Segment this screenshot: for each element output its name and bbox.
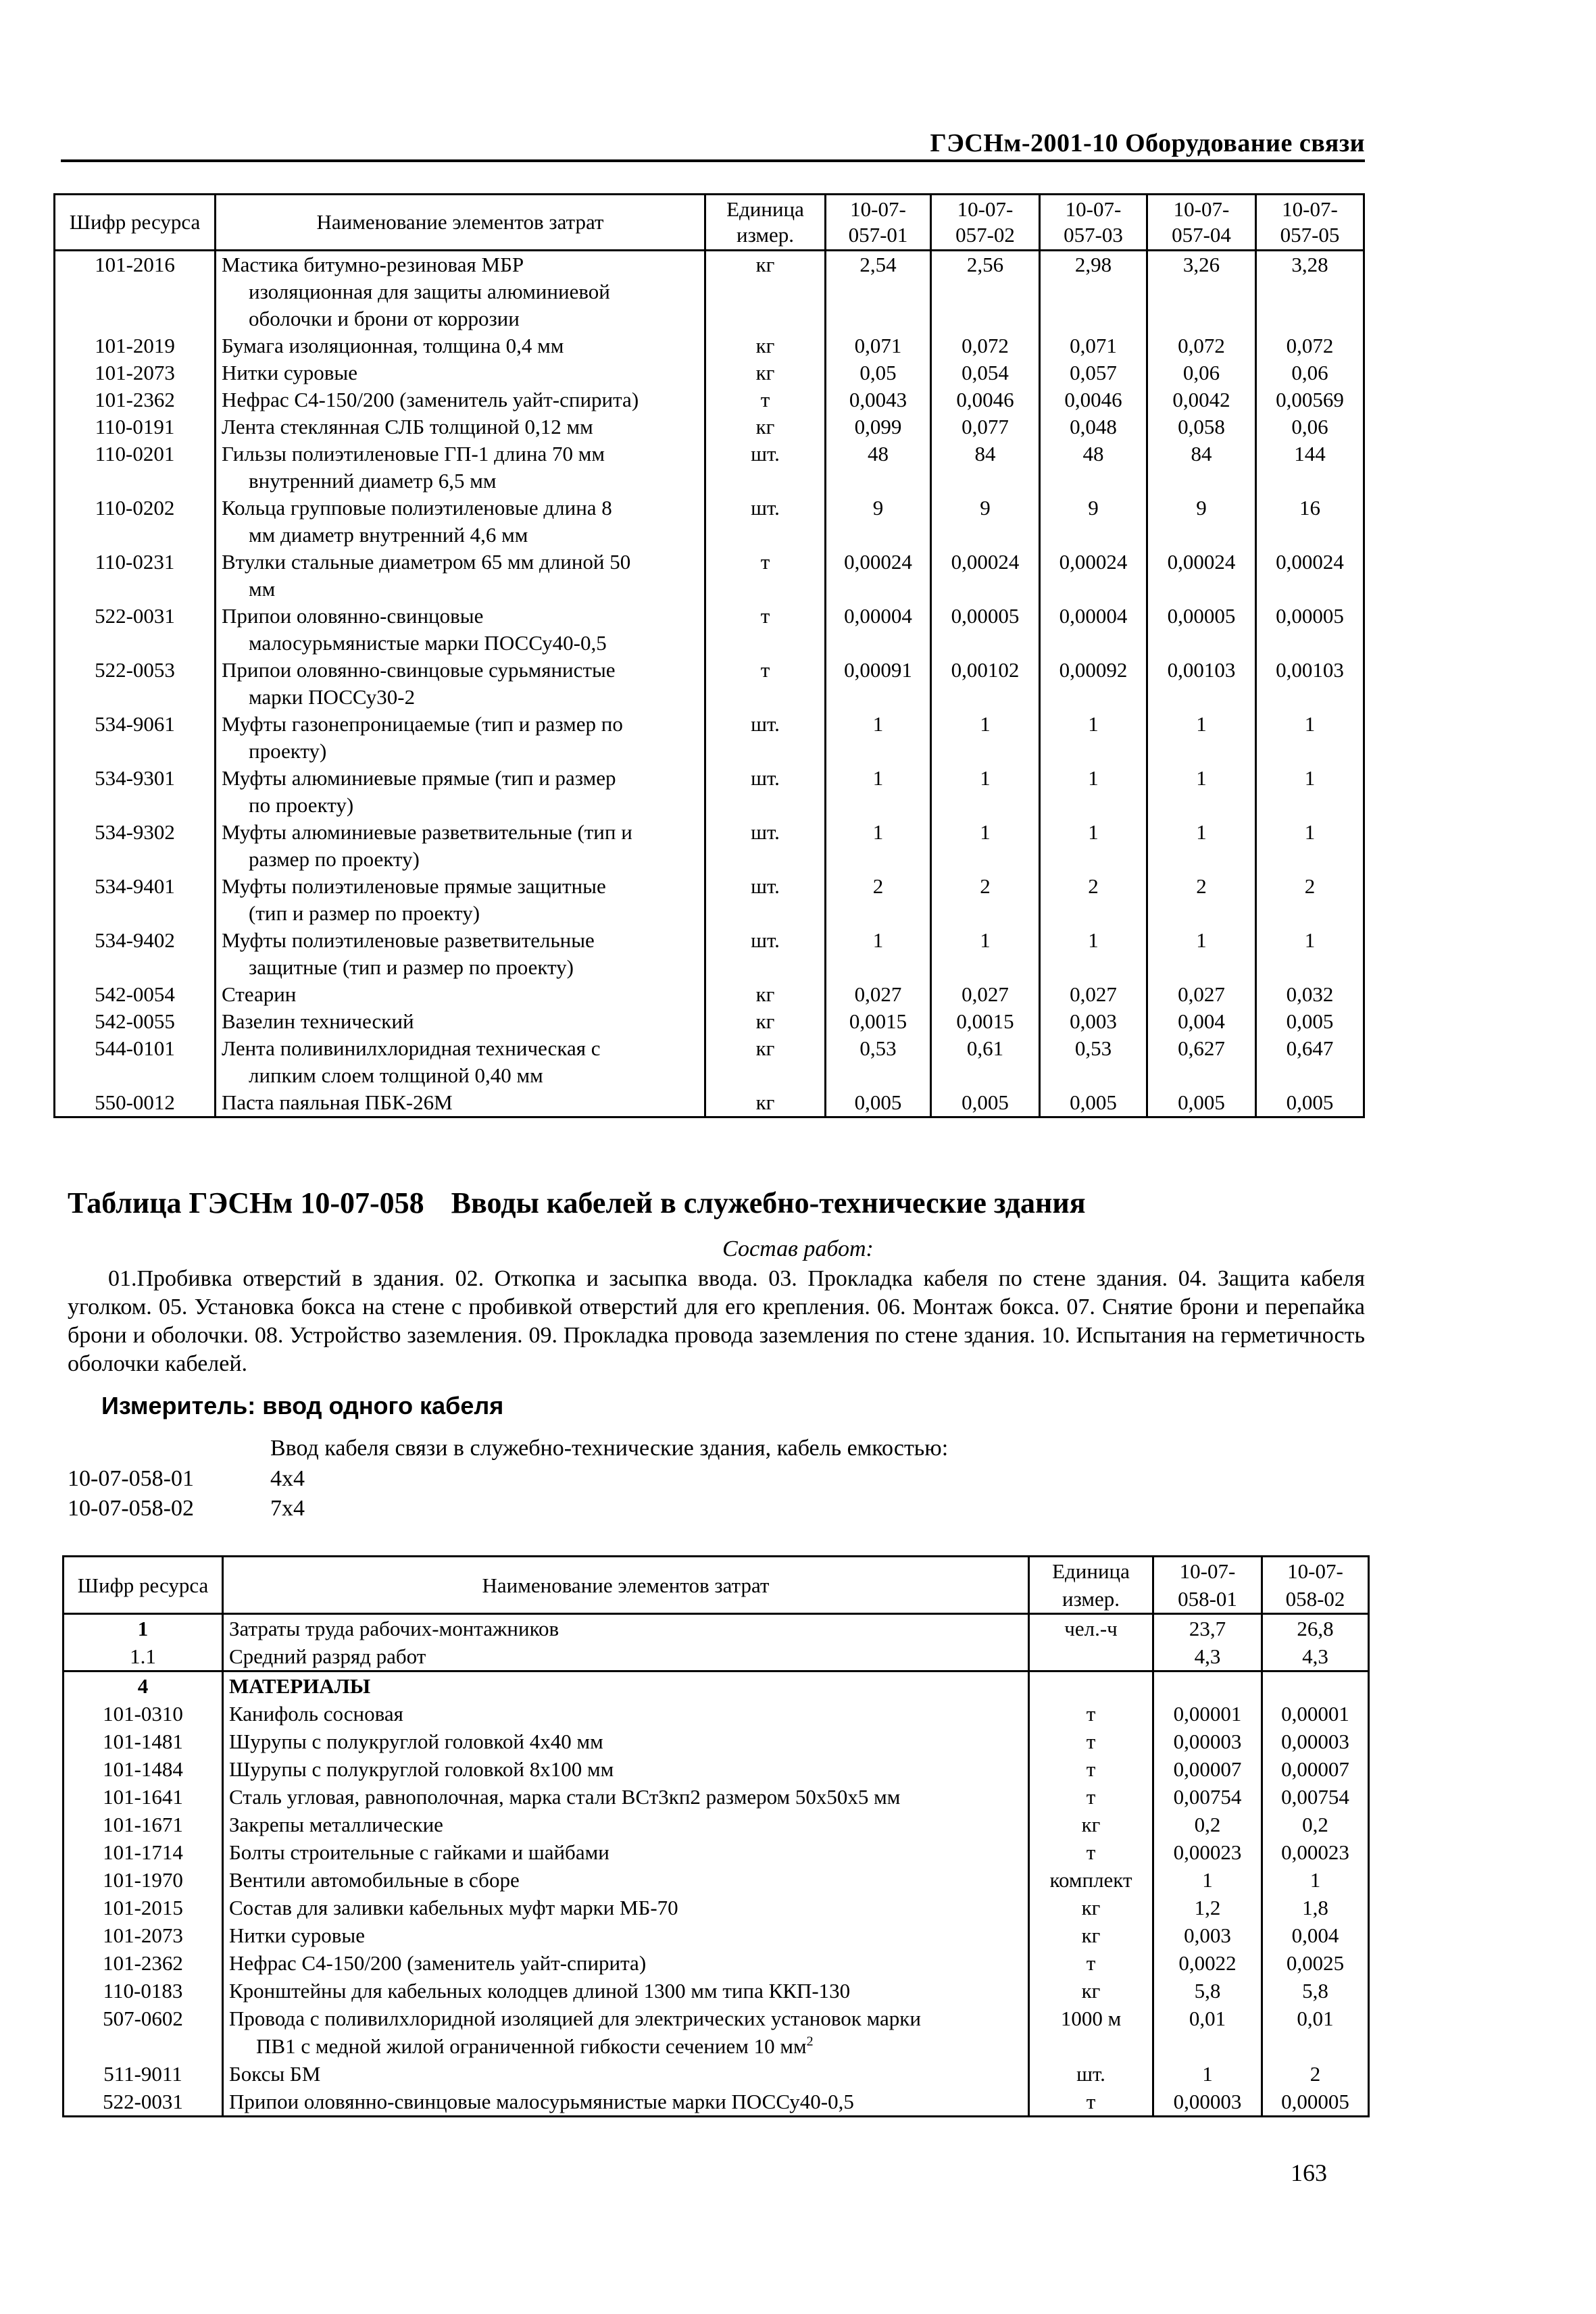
resource-unit: т bbox=[1029, 1949, 1153, 1977]
resource-unit: кг bbox=[705, 359, 826, 386]
resource-value: 1 bbox=[826, 711, 931, 765]
resource-value: 9 bbox=[1147, 495, 1256, 549]
table-row bbox=[64, 1783, 1369, 1811]
table-row bbox=[55, 765, 1364, 819]
resource-name: Канифоль сосновая bbox=[223, 1700, 1029, 1728]
resource-value: 1 bbox=[931, 711, 1040, 765]
resource-value: 0,077 bbox=[931, 413, 1040, 441]
resource-value: 0,005 bbox=[1147, 1089, 1256, 1117]
resource-name: Вазелин технический bbox=[216, 1008, 705, 1035]
table-row bbox=[55, 441, 1364, 495]
resource-value: 0,099 bbox=[826, 413, 931, 441]
resource-unit: шт. bbox=[705, 495, 826, 549]
resource-code: 101-2362 bbox=[55, 386, 216, 413]
header-rule bbox=[61, 159, 1365, 162]
resource-code: 101-2019 bbox=[55, 332, 216, 359]
resource-unit: шт. bbox=[705, 765, 826, 819]
resource-code: 101-2073 bbox=[55, 359, 216, 386]
resource-unit: т bbox=[705, 603, 826, 657]
resource-name: Сталь угловая, равнополочная, марка стали ВСт3кп2 размером 50х50х5 мм bbox=[223, 1783, 1029, 1811]
resource-value: 2 bbox=[826, 873, 931, 927]
resource-unit: кг bbox=[1029, 1977, 1153, 2005]
resource-unit: т bbox=[1029, 1728, 1153, 1755]
resource-value: 0,00024 bbox=[1147, 549, 1256, 603]
resource-unit: кг bbox=[1029, 1811, 1153, 1838]
header-code: Шифр ресурса bbox=[64, 1557, 223, 1614]
resource-value: 0,00102 bbox=[931, 657, 1040, 711]
resource-value: 2,98 bbox=[1040, 251, 1147, 333]
resource-value: 0,072 bbox=[931, 332, 1040, 359]
header-col-4: 10-07- 057-04 bbox=[1147, 195, 1256, 251]
resource-name: Кольца групповые полиэтиленовые длина 8 мм диаметр внутренний 4,6 мм bbox=[216, 495, 705, 549]
resource-value: 0,005 bbox=[1040, 1089, 1147, 1117]
resource-name: Лента поливинилхлоридная техническая с липким слоем толщиной 0,40 мм bbox=[216, 1035, 705, 1089]
resource-value: 0,005 bbox=[1256, 1089, 1364, 1117]
resource-value: 1 bbox=[931, 927, 1040, 981]
resource-value: 0,06 bbox=[1147, 359, 1256, 386]
resource-value: 0,00024 bbox=[1040, 549, 1147, 603]
resource-value: 0,0043 bbox=[826, 386, 931, 413]
resource-name: Муфты алюминиевые прямые (тип и размер по проекту) bbox=[216, 765, 705, 819]
table-row bbox=[64, 1949, 1369, 1977]
resource-code: 101-2073 bbox=[64, 1921, 223, 1949]
resource-name: Муфты полиэтиленовые прямые защитные (тип и размер по проекту) bbox=[216, 873, 705, 927]
resource-unit: кг bbox=[705, 1089, 826, 1117]
table-row bbox=[55, 981, 1364, 1008]
resource-value: 0,00004 bbox=[1040, 603, 1147, 657]
resource-name: Нефрас С4-150/200 (заменитель уайт-спирита) bbox=[223, 1949, 1029, 1977]
resource-value: 0,06 bbox=[1256, 413, 1364, 441]
resource-name: Шурупы с полукруглой головкой 4х40 мм bbox=[223, 1728, 1029, 1755]
resource-value: 0,00001 bbox=[1153, 1700, 1262, 1728]
resource-value: 0,027 bbox=[1040, 981, 1147, 1008]
resource-value: 0,01 bbox=[1262, 2005, 1369, 2060]
header-name: Наименование элементов затрат bbox=[223, 1557, 1029, 1614]
table-header-row bbox=[64, 1557, 1369, 1614]
section-title-text: Вводы кабелей в служебно-технические здания bbox=[451, 1186, 1086, 1219]
resource-value: 1 bbox=[931, 765, 1040, 819]
resource-value: 144 bbox=[1256, 441, 1364, 495]
resource-name: Провода с поливилхлоридной изоляцией для электрических установок марки ПВ1 с медной жилой ограниченной гибкости сечением 10 $мм^2$ bbox=[223, 2005, 1029, 2060]
resource-value: 1 bbox=[1262, 1866, 1369, 1894]
table-row bbox=[55, 819, 1364, 873]
resource-name: Припои оловянно-свинцовые сурьмянистые марки ПОССу30-2 bbox=[216, 657, 705, 711]
resource-value: 0,2 bbox=[1153, 1811, 1262, 1838]
resource-value: 0,00024 bbox=[826, 549, 931, 603]
resource-unit: шт. bbox=[705, 441, 826, 495]
resources-table-058 bbox=[62, 1555, 1370, 2117]
resource-value: 0,05 bbox=[826, 359, 931, 386]
resource-value: 1,2 bbox=[1153, 1894, 1262, 1921]
table-row bbox=[55, 657, 1364, 711]
resource-unit: т bbox=[705, 549, 826, 603]
resource-code: 110-0231 bbox=[55, 549, 216, 603]
resource-unit: комплект bbox=[1029, 1866, 1153, 1894]
section-title bbox=[68, 1186, 1086, 1220]
resource-value: 1 bbox=[1256, 927, 1364, 981]
table-row bbox=[64, 1755, 1369, 1783]
resource-value: 84 bbox=[1147, 441, 1256, 495]
variant-row: 10-07-058-01 4х4 bbox=[68, 1466, 305, 1491]
resource-code: 101-2016 bbox=[55, 251, 216, 333]
resource-code: 522-0031 bbox=[64, 2088, 223, 2117]
header-unit: Единица измер. bbox=[705, 195, 826, 251]
running-head: ГЭСНм-2001-10 Оборудование связи bbox=[930, 129, 1365, 157]
resource-value: 48 bbox=[1040, 441, 1147, 495]
resource-value: 0,00003 bbox=[1153, 2088, 1262, 2117]
table-row bbox=[55, 1089, 1364, 1117]
resource-value: 1 bbox=[1040, 711, 1147, 765]
resource-value: 2,54 bbox=[826, 251, 931, 333]
resource-value: 0,00754 bbox=[1262, 1783, 1369, 1811]
resource-name: Нитки суровые bbox=[223, 1921, 1029, 1949]
resource-value: 0,53 bbox=[1040, 1035, 1147, 1089]
resource-code: 534-9402 bbox=[55, 927, 216, 981]
resource-unit: т bbox=[705, 386, 826, 413]
resource-value: 0,06 bbox=[1256, 359, 1364, 386]
resource-code: 101-1671 bbox=[64, 1811, 223, 1838]
resource-name: Припои оловянно-свинцовые малосурьмянистые марки ПОССу40-0,5 bbox=[216, 603, 705, 657]
resource-value: 1 bbox=[1256, 819, 1364, 873]
resource-value: 0,072 bbox=[1147, 332, 1256, 359]
resource-value: 0,005 bbox=[826, 1089, 931, 1117]
resource-name: Паста паяльная ПБК-26М bbox=[216, 1089, 705, 1117]
resource-value: 0,00103 bbox=[1256, 657, 1364, 711]
table-row bbox=[55, 1035, 1364, 1089]
header-col-1: 10-07- 057-01 bbox=[826, 195, 931, 251]
resource-unit: кг bbox=[1029, 1921, 1153, 1949]
resource-unit: шт. bbox=[705, 819, 826, 873]
resource-code: 534-9061 bbox=[55, 711, 216, 765]
header-col-3: 10-07- 057-03 bbox=[1040, 195, 1147, 251]
resource-value: 0,004 bbox=[1262, 1921, 1369, 1949]
table-row bbox=[64, 2060, 1369, 2088]
resource-value: 1 bbox=[1153, 2060, 1262, 2088]
resource-unit: шт. bbox=[1029, 2060, 1153, 2088]
table-row bbox=[55, 873, 1364, 927]
table-row bbox=[55, 603, 1364, 657]
resource-code: 542-0055 bbox=[55, 1008, 216, 1035]
resource-name: Мастика битумно-резиновая МБР изоляционная для защиты алюминиевой оболочки и брони от коррозии bbox=[216, 251, 705, 333]
resource-unit: кг bbox=[705, 332, 826, 359]
resource-value: 1 bbox=[1153, 1866, 1262, 1894]
resource-value: 0,00005 bbox=[1256, 603, 1364, 657]
resource-value: 0,0022 bbox=[1153, 1949, 1262, 1977]
resource-name: Кронштейны для кабельных колодцев длиной 1300 мм типа ККП-130 bbox=[223, 1977, 1029, 2005]
resource-name: Состав для заливки кабельных муфт марки МБ-70 bbox=[223, 1894, 1029, 1921]
resource-value: 0,032 bbox=[1256, 981, 1364, 1008]
resource-name: Нефрас С4-150/200 (заменитель уайт-спирита) bbox=[216, 386, 705, 413]
resource-value: 0,004 bbox=[1147, 1008, 1256, 1035]
resource-value: 0,0015 bbox=[826, 1008, 931, 1035]
resource-value: 1 bbox=[1256, 711, 1364, 765]
resource-value: 3,28 bbox=[1256, 251, 1364, 333]
resource-code: 110-0191 bbox=[55, 413, 216, 441]
resource-value: 0,054 bbox=[931, 359, 1040, 386]
resource-unit: шт. bbox=[705, 927, 826, 981]
meter-label: Измеритель: ввод одного кабеля bbox=[101, 1392, 504, 1419]
table-header-row bbox=[55, 195, 1364, 251]
resource-unit: кг bbox=[1029, 1894, 1153, 1921]
resource-name: Муфты полиэтиленовые разветвительные защитные (тип и размер по проекту) bbox=[216, 927, 705, 981]
resource-code: 507-0602 bbox=[64, 2005, 223, 2060]
resource-value: 0,647 bbox=[1256, 1035, 1364, 1089]
resource-name: Закрепы металлические bbox=[223, 1811, 1029, 1838]
resource-value: 2 bbox=[931, 873, 1040, 927]
resource-value: 0,00024 bbox=[1256, 549, 1364, 603]
resource-value: 0,00007 bbox=[1262, 1755, 1369, 1783]
resource-value: 5,8 bbox=[1262, 1977, 1369, 2005]
table-row bbox=[64, 1838, 1369, 1866]
resource-code: 534-9302 bbox=[55, 819, 216, 873]
resource-unit: т bbox=[705, 657, 826, 711]
resource-value: 0,027 bbox=[1147, 981, 1256, 1008]
resource-value: 0,0025 bbox=[1262, 1949, 1369, 1977]
table-row bbox=[55, 251, 1364, 333]
table-body bbox=[55, 251, 1364, 1117]
resource-value: 0,00001 bbox=[1262, 1700, 1369, 1728]
resource-value: 0,071 bbox=[1040, 332, 1147, 359]
header-code: Шифр ресурса bbox=[55, 195, 216, 251]
resource-value: 1 bbox=[826, 765, 931, 819]
resource-value: 0,00005 bbox=[931, 603, 1040, 657]
resource-unit: кг bbox=[705, 1008, 826, 1035]
page-number: 163 bbox=[1291, 2159, 1327, 2186]
resource-unit: 1000 м bbox=[1029, 2005, 1153, 2060]
table-row bbox=[55, 359, 1364, 386]
resource-value: 1 bbox=[931, 819, 1040, 873]
table-row bbox=[55, 413, 1364, 441]
resource-value: 0,027 bbox=[826, 981, 931, 1008]
resource-unit: т bbox=[1029, 1755, 1153, 1783]
resource-value: 0,071 bbox=[826, 332, 931, 359]
header-col-5: 10-07- 057-05 bbox=[1256, 195, 1364, 251]
resource-unit: т bbox=[1029, 1700, 1153, 1728]
resource-unit: т bbox=[1029, 1838, 1153, 1866]
resource-code: 550-0012 bbox=[55, 1089, 216, 1117]
resource-code: 522-0053 bbox=[55, 657, 216, 711]
table-row bbox=[55, 927, 1364, 981]
resource-value: 1 bbox=[1040, 819, 1147, 873]
resource-value: 0,00004 bbox=[826, 603, 931, 657]
resources-table-057 bbox=[53, 193, 1365, 1118]
resource-code: 101-2362 bbox=[64, 1949, 223, 1977]
resource-value: 0,00003 bbox=[1153, 1728, 1262, 1755]
resource-name: Втулки стальные диаметром 65 мм длиной 50 мм bbox=[216, 549, 705, 603]
resource-name: Лента стеклянная СЛБ толщиной 0,12 мм bbox=[216, 413, 705, 441]
resource-name: Бумага изоляционная, толщина 0,4 мм bbox=[216, 332, 705, 359]
resource-unit: кг bbox=[705, 1035, 826, 1089]
resource-value: 0,0046 bbox=[1040, 386, 1147, 413]
resource-code: 101-2015 bbox=[64, 1894, 223, 1921]
table-row bbox=[55, 495, 1364, 549]
resource-code: 101-1714 bbox=[64, 1838, 223, 1866]
resource-code: 534-9301 bbox=[55, 765, 216, 819]
resource-value: 0,00005 bbox=[1147, 603, 1256, 657]
resource-value: 2 bbox=[1147, 873, 1256, 927]
table-row bbox=[64, 1977, 1369, 2005]
section-title-code: Таблица ГЭСНм 10-07-058 bbox=[68, 1186, 424, 1219]
resource-value: 0,00023 bbox=[1153, 1838, 1262, 1866]
resource-code: 101-0310 bbox=[64, 1700, 223, 1728]
header-col-2: 10-07- 057-02 bbox=[931, 195, 1040, 251]
resource-value: 1 bbox=[1147, 765, 1256, 819]
resource-value: 0,01 bbox=[1153, 2005, 1262, 2060]
resource-name: Болты строительные с гайками и шайбами bbox=[223, 1838, 1029, 1866]
table-row-materials-header: 4 МАТЕРИАЛЫ bbox=[64, 1671, 1369, 1701]
table-row bbox=[64, 1866, 1369, 1894]
resource-name: Вентили автомобильные в сборе bbox=[223, 1866, 1029, 1894]
resource-value: 0,0042 bbox=[1147, 386, 1256, 413]
resource-value: 1 bbox=[1147, 711, 1256, 765]
resource-unit: кг bbox=[705, 413, 826, 441]
resource-value: 84 bbox=[931, 441, 1040, 495]
table-row bbox=[55, 711, 1364, 765]
resource-value: 0,00569 bbox=[1256, 386, 1364, 413]
resource-value: 0,00754 bbox=[1153, 1783, 1262, 1811]
resource-value: 1 bbox=[826, 819, 931, 873]
resource-value: 0,2 bbox=[1262, 1811, 1369, 1838]
resource-code: 101-1641 bbox=[64, 1783, 223, 1811]
resource-name: Гильзы полиэтиленовые ГП-1 длина 70 мм внутренний диаметр 6,5 мм bbox=[216, 441, 705, 495]
resource-value: 1 bbox=[1040, 927, 1147, 981]
resource-value: 0,057 bbox=[1040, 359, 1147, 386]
resource-value: 0,027 bbox=[931, 981, 1040, 1008]
resource-value: 2 bbox=[1262, 2060, 1369, 2088]
works-description: 01.Пробивка отверстий в здания. 02. Откопка и засыпка ввода. 03. Прокладка кабеля по стене здания. 04. Защита кабеля уголком. 05. Установка бокса на стене с пробивкой отверстий для его крепления. 06. Монтаж бокса. 07. Снятие брони и перепайка брони и оболочки. 08. Устройство заземления. 09. Прокладка провода заземления по стене здания. 10. Испытания на герметичность оболочки кабелей. bbox=[68, 1266, 1365, 1376]
resource-value: 2 bbox=[1040, 873, 1147, 927]
resource-name: Припои оловянно-свинцовые малосурьмянистые марки ПОССу40-0,5 bbox=[223, 2088, 1029, 2117]
resource-value: 0,00103 bbox=[1147, 657, 1256, 711]
table-row bbox=[64, 1700, 1369, 1728]
resource-value: 0,048 bbox=[1040, 413, 1147, 441]
resource-value: 9 bbox=[826, 495, 931, 549]
resource-value: 0,53 bbox=[826, 1035, 931, 1089]
resource-name: Нитки суровые bbox=[216, 359, 705, 386]
variant-intro: Ввод кабеля связи в служебно-технические здания, кабель емкостью: bbox=[270, 1436, 949, 1461]
resource-value: 1 bbox=[1040, 765, 1147, 819]
resource-value: 2,56 bbox=[931, 251, 1040, 333]
resource-code: 511-9011 bbox=[64, 2060, 223, 2088]
resource-name: Боксы БМ bbox=[223, 2060, 1029, 2088]
table-row bbox=[64, 1728, 1369, 1755]
resource-value: 0,61 bbox=[931, 1035, 1040, 1089]
variant-row: 10-07-058-02 7х4 bbox=[68, 1496, 305, 1521]
table-row bbox=[64, 2088, 1369, 2117]
resource-value: 0,00092 bbox=[1040, 657, 1147, 711]
resource-unit: кг bbox=[705, 981, 826, 1008]
header-col-1: 10-07- 058-01 bbox=[1153, 1557, 1262, 1614]
resource-name: Муфты алюминиевые разветвительные (тип и размер по проекту) bbox=[216, 819, 705, 873]
table-row bbox=[55, 332, 1364, 359]
resource-value: 2 bbox=[1256, 873, 1364, 927]
resource-value: 48 bbox=[826, 441, 931, 495]
table-row bbox=[64, 1921, 1369, 1949]
resource-code: 101-1970 bbox=[64, 1866, 223, 1894]
resource-value: 0,003 bbox=[1153, 1921, 1262, 1949]
table-row-labor: 1 Затраты труда рабочих-монтажников чел.-ч 23,7 26,8 bbox=[64, 1614, 1369, 1643]
header-col-2: 10-07- 058-02 bbox=[1262, 1557, 1369, 1614]
resource-name: Шурупы с полукруглой головкой 8х100 мм bbox=[223, 1755, 1029, 1783]
resource-code: 101-1484 bbox=[64, 1755, 223, 1783]
table-row bbox=[55, 1008, 1364, 1035]
resource-code: 542-0054 bbox=[55, 981, 216, 1008]
resource-unit: шт. bbox=[705, 711, 826, 765]
resource-unit: т bbox=[1029, 2088, 1153, 2117]
resource-value: 1 bbox=[1256, 765, 1364, 819]
resource-value: 1 bbox=[826, 927, 931, 981]
resource-value: 0,0046 bbox=[931, 386, 1040, 413]
table-row bbox=[64, 1894, 1369, 1921]
resource-value: 0,072 bbox=[1256, 332, 1364, 359]
resource-code: 101-1481 bbox=[64, 1728, 223, 1755]
resource-unit: шт. bbox=[705, 873, 826, 927]
works-label: Состав работ: bbox=[722, 1236, 874, 1261]
resource-name: Муфты газонепроницаемые (тип и размер по проекту) bbox=[216, 711, 705, 765]
resource-value: 0,005 bbox=[1256, 1008, 1364, 1035]
table-row bbox=[64, 2005, 1369, 2060]
table-row bbox=[55, 549, 1364, 603]
table-row bbox=[55, 386, 1364, 413]
resource-value: 0,005 bbox=[931, 1089, 1040, 1117]
resource-unit: кг bbox=[705, 251, 826, 333]
resource-code: 110-0201 bbox=[55, 441, 216, 495]
resource-value: 1,8 bbox=[1262, 1894, 1369, 1921]
resource-code: 110-0183 bbox=[64, 1977, 223, 2005]
resource-name: Стеарин bbox=[216, 981, 705, 1008]
table-body bbox=[64, 1614, 1369, 2117]
header-name: Наименование элементов затрат bbox=[216, 195, 705, 251]
resource-value: 0,058 bbox=[1147, 413, 1256, 441]
resource-value: 0,00024 bbox=[931, 549, 1040, 603]
resource-value: 0,00005 bbox=[1262, 2088, 1369, 2117]
resource-value: 3,26 bbox=[1147, 251, 1256, 333]
resource-code: 544-0101 bbox=[55, 1035, 216, 1089]
resource-value: 5,8 bbox=[1153, 1977, 1262, 2005]
resource-value: 0,00007 bbox=[1153, 1755, 1262, 1783]
resource-value: 0,0015 bbox=[931, 1008, 1040, 1035]
resource-value: 0,627 bbox=[1147, 1035, 1256, 1089]
resource-unit: т bbox=[1029, 1783, 1153, 1811]
resource-value: 1 bbox=[1147, 819, 1256, 873]
resource-value: 0,00023 bbox=[1262, 1838, 1369, 1866]
resource-code: 522-0031 bbox=[55, 603, 216, 657]
resource-code: 110-0202 bbox=[55, 495, 216, 549]
resource-value: 9 bbox=[1040, 495, 1147, 549]
resource-value: 9 bbox=[931, 495, 1040, 549]
resource-value: 1 bbox=[1147, 927, 1256, 981]
resource-value: 0,00003 bbox=[1262, 1728, 1369, 1755]
resource-value: 16 bbox=[1256, 495, 1364, 549]
header-unit: Единица измер. bbox=[1029, 1557, 1153, 1614]
resource-code: 534-9401 bbox=[55, 873, 216, 927]
table-row-grade: 1.1 Средний разряд работ 4,3 4,3 bbox=[64, 1642, 1369, 1671]
table-row bbox=[64, 1811, 1369, 1838]
resource-value: 0,00091 bbox=[826, 657, 931, 711]
resource-value: 0,003 bbox=[1040, 1008, 1147, 1035]
